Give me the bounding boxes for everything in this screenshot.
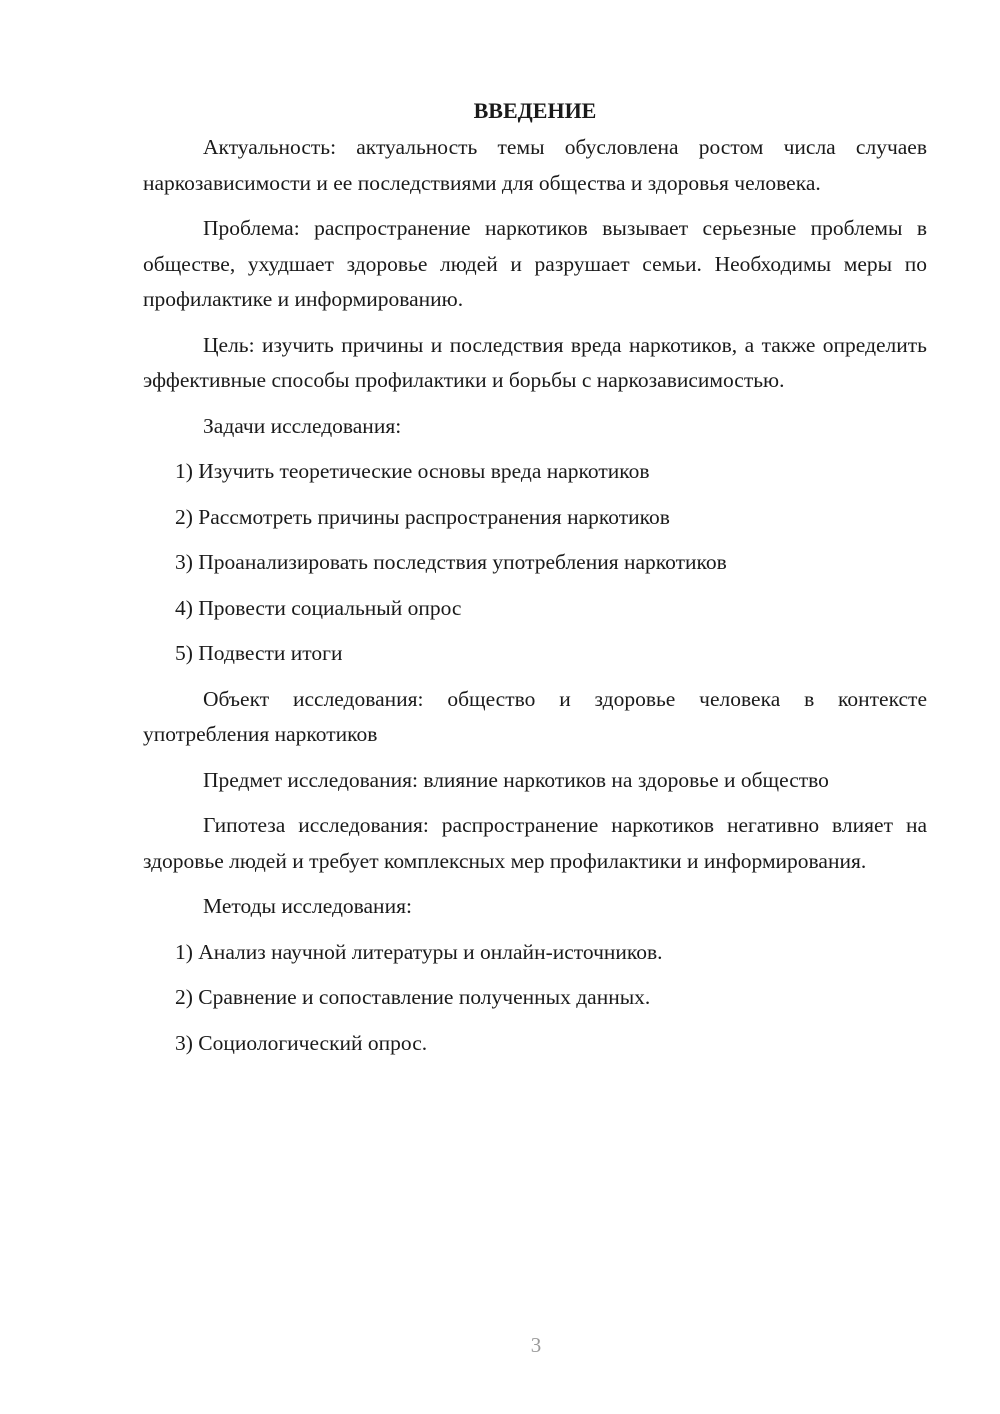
- list-item: 2) Рассмотреть причины распространения наркотиков: [175, 504, 670, 529]
- list-item: 5) Подвести итоги: [175, 641, 343, 665]
- list-item: 4) Провести социальный опрос: [175, 595, 462, 620]
- page-content: [143, 96, 927, 1071]
- list-item: 1) Анализ научной литературы и онлайн-источников.: [175, 939, 663, 964]
- subject-paragraph: Предмет исследования: влияние наркотиков на здоровье и общество: [203, 767, 829, 792]
- list-item: 3) Социологический опрос.: [175, 1030, 428, 1055]
- relevance-paragraph: Актуальность: актуальность темы обусловлена ростом числа случаев наркозависимости и ее последствиями для общества и здоровья человека.: [143, 135, 927, 195]
- list-item: 1) Изучить теоретические основы вреда наркотиков: [175, 459, 650, 483]
- goal-paragraph: Цель: изучить причины и последствия вреда наркотиков, а также определить эффективные способы профилактики и борьбы с наркозависимостью.: [143, 332, 927, 392]
- list-item: 2) Сравнение и сопоставление полученных данных.: [175, 985, 651, 1009]
- list-item: 3) Проанализировать последствия употребления наркотиков: [175, 550, 727, 574]
- page-number: 3: [530, 1333, 542, 1357]
- tasks-heading: Задачи исследования:: [203, 413, 402, 438]
- object-paragraph: Объект исследования: общество и здоровье человека в контексте употребления наркотиков: [143, 686, 927, 746]
- tasks-list: [143, 454, 927, 672]
- methods-list: [143, 935, 927, 1062]
- problem-paragraph: Проблема: распространение наркотиков вызывает серьезные проблемы в обществе, ухудшает здоровье людей и разрушает семьи. Необходимы меры по профилактике и информированию.: [143, 216, 927, 311]
- section-title: ВВЕДЕНИЕ: [473, 98, 597, 123]
- hypothesis-paragraph: Гипотеза исследования: распространение наркотиков негативно влияет на здоровье людей и требует комплексных мер профилактики и информирования.: [143, 813, 927, 873]
- methods-heading: Методы исследования:: [203, 894, 412, 918]
